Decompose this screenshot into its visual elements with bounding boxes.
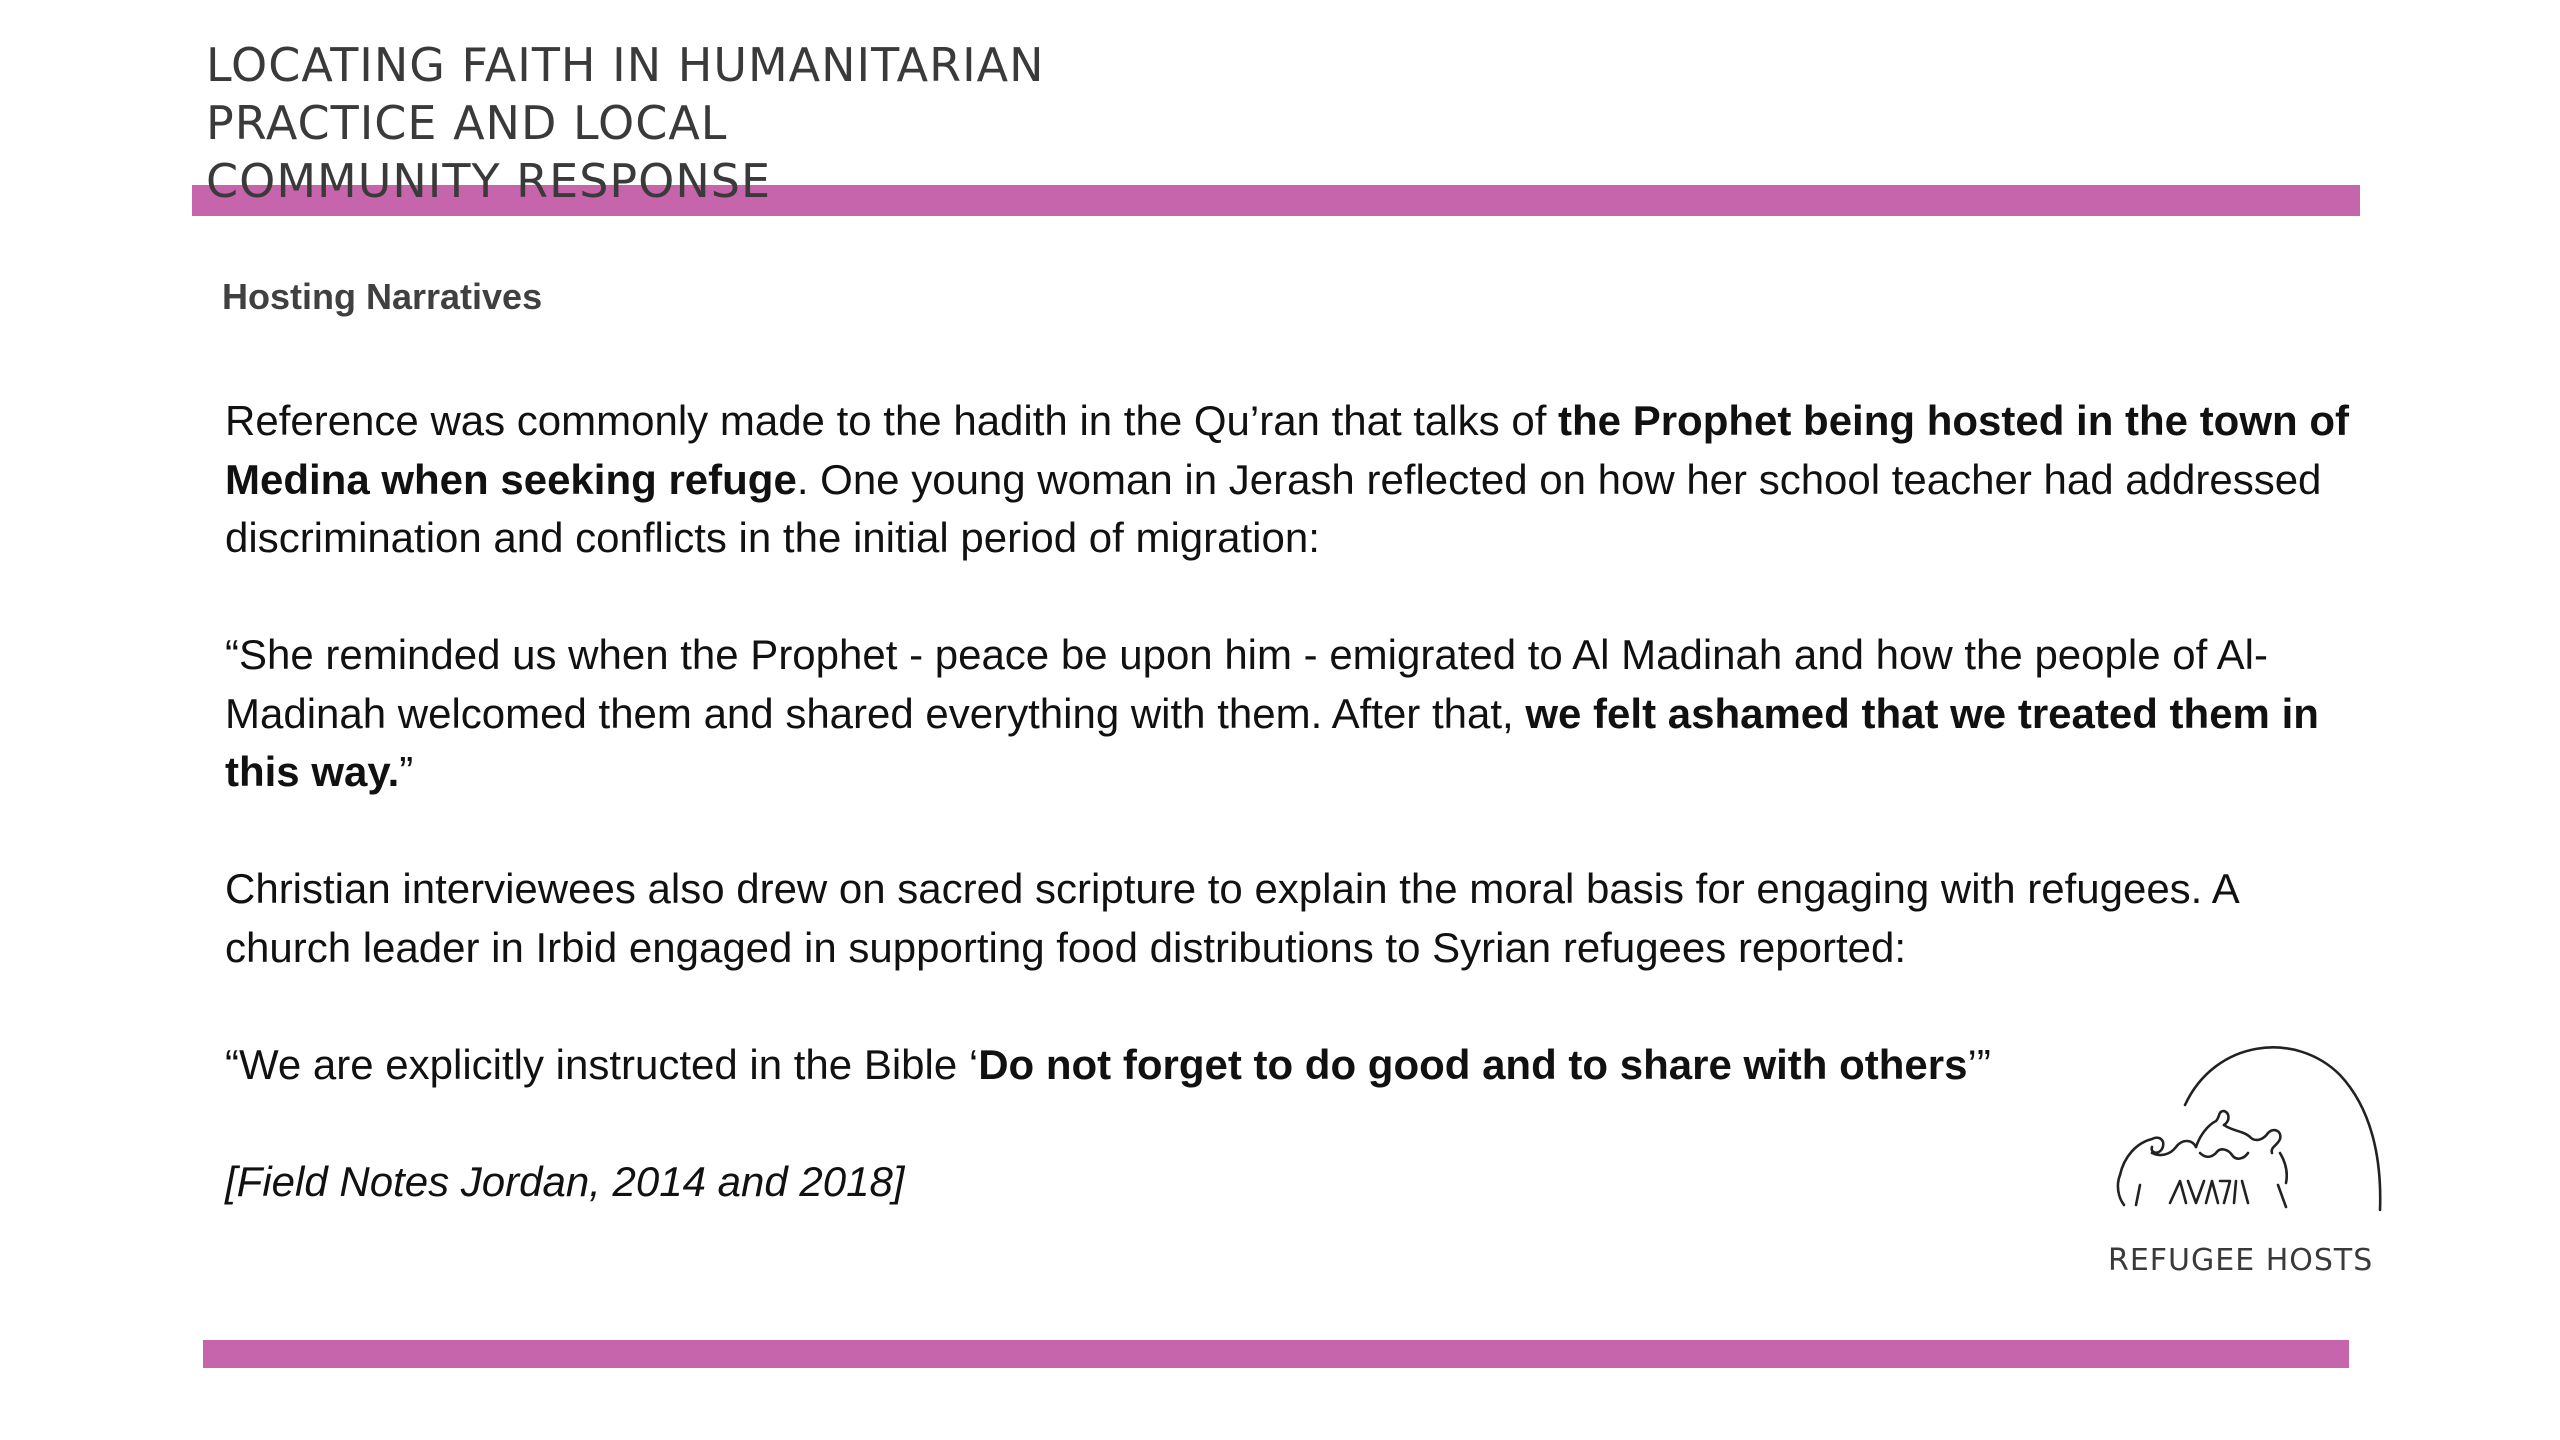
body-text	[225, 392, 2375, 1211]
slide-title-line-3: COMMUNITY RESPONSE	[206, 154, 772, 208]
section-heading: Hosting Narratives	[222, 276, 543, 317]
field-notes-citation: [Field Notes Jordan, 2014 and 2018]	[225, 1157, 905, 1205]
slide-title-line-1: LOCATING FAITH IN HUMANITARIAN	[206, 38, 1045, 92]
quote-jerash-emphasis: we felt ashamed that we treated them in this way.	[225, 689, 2319, 795]
bottom-accent-divider	[203, 1340, 2349, 1368]
slide-title-line-2: PRACTICE AND LOCAL	[206, 96, 728, 150]
refugee-hosts-logo	[2100, 1035, 2400, 1285]
quote-bible-emphasis: Do not forget to do good and to share with others	[978, 1040, 1968, 1088]
slide-title	[206, 36, 1206, 210]
refugee-hosts-logo-text: REFUGEE HOSTS	[2108, 1243, 2374, 1278]
paragraph-christian-text: Christian interviewees also drew on sacred scripture to explain the moral basis for engaging with refugees. A church leader in Irbid engaged in supporting food distributions to Syrian refugees reported:	[225, 865, 2238, 971]
paragraph-christian	[225, 860, 2375, 977]
paragraph-hadith	[225, 392, 2375, 568]
paragraph-hadith-emphasis: the Prophet being hosted in the town of Medina when seeking refuge	[225, 397, 2349, 503]
quote-bible-text-c: ’”	[1967, 1040, 1991, 1088]
quote-bible-text-a: “We are explicitly instructed in the Bible ‘	[225, 1040, 979, 1088]
quote-jerash	[225, 626, 2375, 802]
paragraph-hadith-text-c: . One young woman in Jerash reflected on how her school teacher had addressed discrimination and conflicts in the initial period of migration:	[225, 455, 2322, 561]
refugee-hosts-arch-icon	[2100, 1035, 2400, 1245]
quote-bible	[225, 1036, 2375, 1095]
quote-jerash-text-a: “She reminded us when the Prophet - peace be upon him - emigrated to Al Madinah and how the people of Al-Madinah welcomed them and shared everything with them. After that,	[225, 631, 2268, 737]
paragraph-hadith-text-a: Reference was commonly made to the hadith in the Qu’ran that talks of	[225, 397, 1559, 444]
quote-jerash-text-c: ”	[399, 748, 414, 795]
